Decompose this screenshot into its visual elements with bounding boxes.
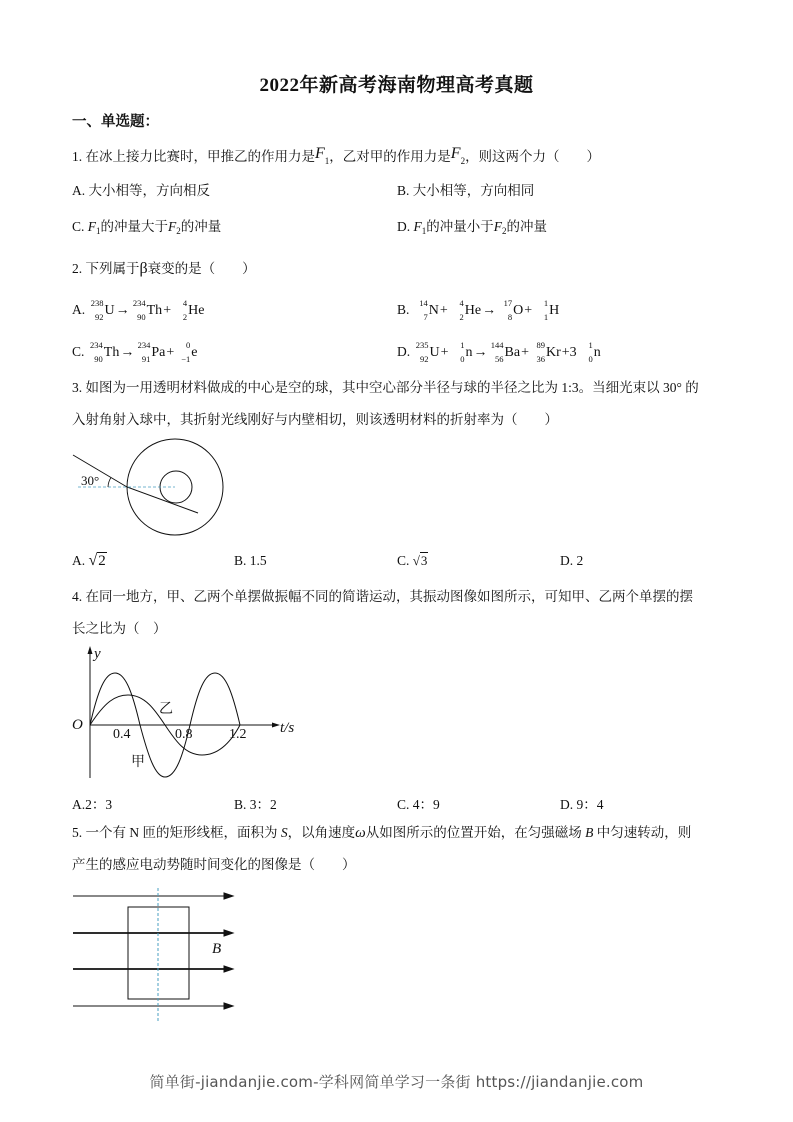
- element-symbol: H: [549, 303, 560, 318]
- option-text: 的冲量小于: [426, 219, 494, 234]
- q2-option-d[interactable]: [397, 339, 601, 364]
- nuclide-numbers: 235 92: [415, 339, 429, 364]
- equation-operator: +: [524, 303, 533, 318]
- subscript: 1: [324, 156, 330, 166]
- symbol-beta: β: [139, 260, 148, 277]
- symbol-f1: F: [413, 219, 422, 234]
- option-label: C.: [397, 553, 410, 568]
- option-label: A.: [72, 553, 86, 568]
- question-number: 5.: [72, 825, 83, 840]
- question-text: 衰变的是（ ）: [147, 261, 256, 276]
- subscript: 2: [460, 156, 466, 166]
- option-label: A.: [72, 302, 86, 317]
- q2-option-c[interactable]: [72, 339, 198, 364]
- sqrt-expression: √2: [88, 552, 106, 569]
- question-1: [72, 147, 600, 171]
- question-number: 4.: [72, 589, 83, 604]
- symbol-f1: F: [87, 219, 97, 234]
- subscript: 1: [421, 226, 427, 236]
- x-axis-label: [280, 720, 294, 737]
- question-text: 一个有 N 匝的矩形线框，面积为: [85, 825, 281, 840]
- element-symbol: N: [428, 303, 439, 318]
- q3-option-a[interactable]: [72, 551, 107, 571]
- nuclear-equation: [89, 297, 205, 322]
- curve-jia-label: 甲: [131, 755, 145, 770]
- q4-option-a[interactable]: [72, 795, 112, 815]
- hollow-sphere-figure: [60, 440, 260, 540]
- footer-watermark: 简单街-jiandanjie.com-学科网简单学习一条街 https://jiandanjie.com: [149, 1073, 644, 1091]
- question-text: ，则这两个力（ ）: [465, 149, 601, 164]
- equation-operator: +: [439, 303, 448, 318]
- nuclear-equation: [88, 339, 198, 364]
- question-text: 在冰上接力比赛时，甲推乙的作用力是: [85, 149, 315, 164]
- option-text: 大小相等，方向相反: [88, 183, 210, 198]
- option-label: C.: [72, 344, 85, 359]
- option-label: C.: [397, 797, 410, 812]
- element-symbol: n: [465, 345, 473, 360]
- option-label: C.: [72, 219, 85, 234]
- question-text: ，以角速度: [287, 825, 356, 840]
- tick-1.2: 1.2: [229, 727, 247, 742]
- question-text: 从如图所示的位置开始，在匀强磁场: [365, 825, 586, 840]
- option-label: B.: [234, 553, 247, 568]
- nuclear-equation: [413, 297, 560, 322]
- question-text: ，乙对甲的作用力是: [329, 149, 451, 164]
- page-title: 2022年新高考海南物理高考真题: [259, 75, 534, 96]
- option-label: D.: [397, 344, 411, 359]
- element-symbol: e: [191, 345, 198, 360]
- option-label: D.: [560, 553, 574, 568]
- q3-option-b[interactable]: [234, 551, 267, 571]
- option-label: A.: [72, 797, 86, 812]
- q4-option-c[interactable]: [397, 795, 440, 815]
- q2-option-b[interactable]: [397, 297, 560, 322]
- nuclide-numbers: 89 36: [536, 339, 545, 364]
- element-symbol: U: [104, 303, 115, 318]
- rotating-coil-figure: [60, 880, 260, 1025]
- q4-option-b[interactable]: [234, 795, 277, 815]
- symbol-f2: F: [450, 145, 461, 162]
- question-text: 入射角射入球中，其折射光线刚好与内壁相切，则该透明材料的折射率为（ ）: [72, 412, 558, 427]
- q1-option-c[interactable]: [72, 217, 221, 241]
- element-symbol: Th: [103, 345, 120, 360]
- q3-option-c[interactable]: [397, 551, 428, 571]
- question-text: 产生的感应电动势随时间变化的图像是（ ）: [72, 857, 356, 872]
- option-label: D.: [397, 219, 411, 234]
- option-text: 的冲量: [506, 219, 547, 234]
- element-symbol: Pa: [151, 345, 166, 360]
- nuclide-numbers: 1 0: [460, 339, 465, 364]
- question-text: 如图为一用透明材料做成的中心是空的球，其中空心部分半径与球的半径之比为 1:3。当细光束以 30° 的: [85, 380, 699, 395]
- option-text: 2：3: [85, 797, 113, 812]
- option-text: 的冲量: [180, 219, 222, 234]
- nuclide-numbers: 238 92: [90, 297, 104, 322]
- question-text: 中匀速转动，则: [593, 825, 692, 840]
- question-text: 下列属于: [85, 261, 140, 276]
- q4-option-d[interactable]: [560, 795, 604, 815]
- element-symbol: Ba: [504, 345, 521, 360]
- element-symbol: U: [429, 345, 440, 360]
- option-text: 2: [576, 553, 584, 568]
- equation-operator: →: [115, 303, 130, 318]
- subscript: 1: [96, 226, 101, 236]
- nuclide-numbers: 234 90: [90, 339, 103, 364]
- angle-label: 30°: [81, 473, 100, 488]
- question-number: 1.: [72, 149, 83, 164]
- question-text: 在同一地方，甲、乙两个单摆做振幅不同的简谐运动，其振动图像如图所示，可知甲、乙两个单摆的摆: [85, 589, 693, 604]
- symbol-f2: F: [493, 219, 502, 234]
- nuclide-numbers: 17 8: [503, 297, 513, 322]
- equation-operator: →: [120, 345, 135, 360]
- element-symbol: He: [464, 303, 482, 318]
- field-label: B: [212, 941, 222, 957]
- nuclide-numbers: 1 1: [543, 297, 549, 322]
- curve-yi-label: 乙: [159, 702, 173, 717]
- refracted-ray: [127, 487, 198, 513]
- symbol-f1: F: [315, 145, 325, 162]
- symbol-omega: ω: [355, 825, 366, 841]
- question-text: 长之比为（ ）: [72, 621, 167, 636]
- y-axis-label: y: [94, 646, 101, 662]
- option-text: 9：4: [576, 797, 604, 812]
- nuclide-numbers: 1 0: [588, 339, 593, 364]
- tick-0.4: 0.4: [113, 727, 131, 742]
- equation-operator: +: [166, 345, 175, 360]
- equation-operator: →: [473, 345, 488, 360]
- option-text: 4：9: [412, 797, 440, 812]
- sqrt-expression: √3: [412, 553, 428, 568]
- element-symbol: n: [593, 345, 601, 360]
- equation-operator: +3: [561, 345, 577, 360]
- option-text: 的冲量大于: [100, 219, 169, 234]
- q2-option-a[interactable]: [72, 297, 205, 322]
- question-number: 3.: [72, 380, 83, 395]
- nuclear-equation: [414, 339, 601, 364]
- symbol-f2: F: [168, 219, 177, 234]
- nuclide-numbers: 4 2: [182, 297, 188, 322]
- magnetic-field-lines: [73, 893, 233, 1009]
- section-heading: 一、单选题：: [72, 114, 159, 130]
- option-label: B.: [397, 183, 410, 198]
- equation-operator: →: [482, 303, 497, 318]
- radicand: 2: [98, 553, 106, 569]
- equation-operator: +: [440, 345, 449, 360]
- q1-option-d[interactable]: [397, 217, 547, 241]
- equation-operator: +: [521, 345, 529, 360]
- element-symbol: O: [513, 303, 524, 318]
- option-label: A.: [72, 183, 86, 198]
- element-symbol: Kr: [546, 345, 561, 360]
- question-5: [72, 823, 732, 875]
- option-text: 1.5: [249, 553, 267, 568]
- option-label: B.: [397, 302, 410, 317]
- tick-0.8: 0.8: [175, 727, 193, 742]
- nuclide-numbers: 144 56: [490, 339, 504, 364]
- option-label: B.: [234, 797, 247, 812]
- q1-option-a[interactable]: [72, 181, 210, 201]
- symbol-s: S: [280, 825, 288, 840]
- question-4: [72, 587, 732, 639]
- angle-arc: [108, 478, 111, 488]
- q3-option-d[interactable]: [560, 551, 583, 571]
- element-symbol: Th: [146, 303, 163, 318]
- y-axis-arrow: [88, 646, 93, 654]
- symbol-b: B: [585, 825, 594, 840]
- option-label: D.: [560, 797, 574, 812]
- subscript: 2: [176, 226, 181, 236]
- nuclide-numbers: 4 2: [459, 297, 464, 322]
- option-text: 大小相等，方向相同: [412, 183, 535, 198]
- question-number: 2.: [72, 261, 83, 276]
- option-text: 3：2: [249, 797, 277, 812]
- x-axis-label-text: t/s: [280, 720, 295, 736]
- equation-operator: +: [163, 303, 172, 318]
- x-axis-arrow: [272, 723, 280, 728]
- subscript: 2: [502, 226, 507, 236]
- radicand: 3: [420, 553, 428, 568]
- q1-option-b[interactable]: [397, 181, 534, 201]
- question-2: [72, 259, 256, 279]
- nuclide-numbers: 234 90: [132, 297, 146, 322]
- nuclide-numbers: 0 −1: [181, 339, 191, 364]
- question-3: [72, 378, 732, 430]
- nuclide-numbers: 14 7: [419, 297, 428, 322]
- nuclide-numbers: 234 91: [137, 339, 151, 364]
- element-symbol: He: [188, 303, 205, 318]
- origin-label: O: [72, 717, 83, 733]
